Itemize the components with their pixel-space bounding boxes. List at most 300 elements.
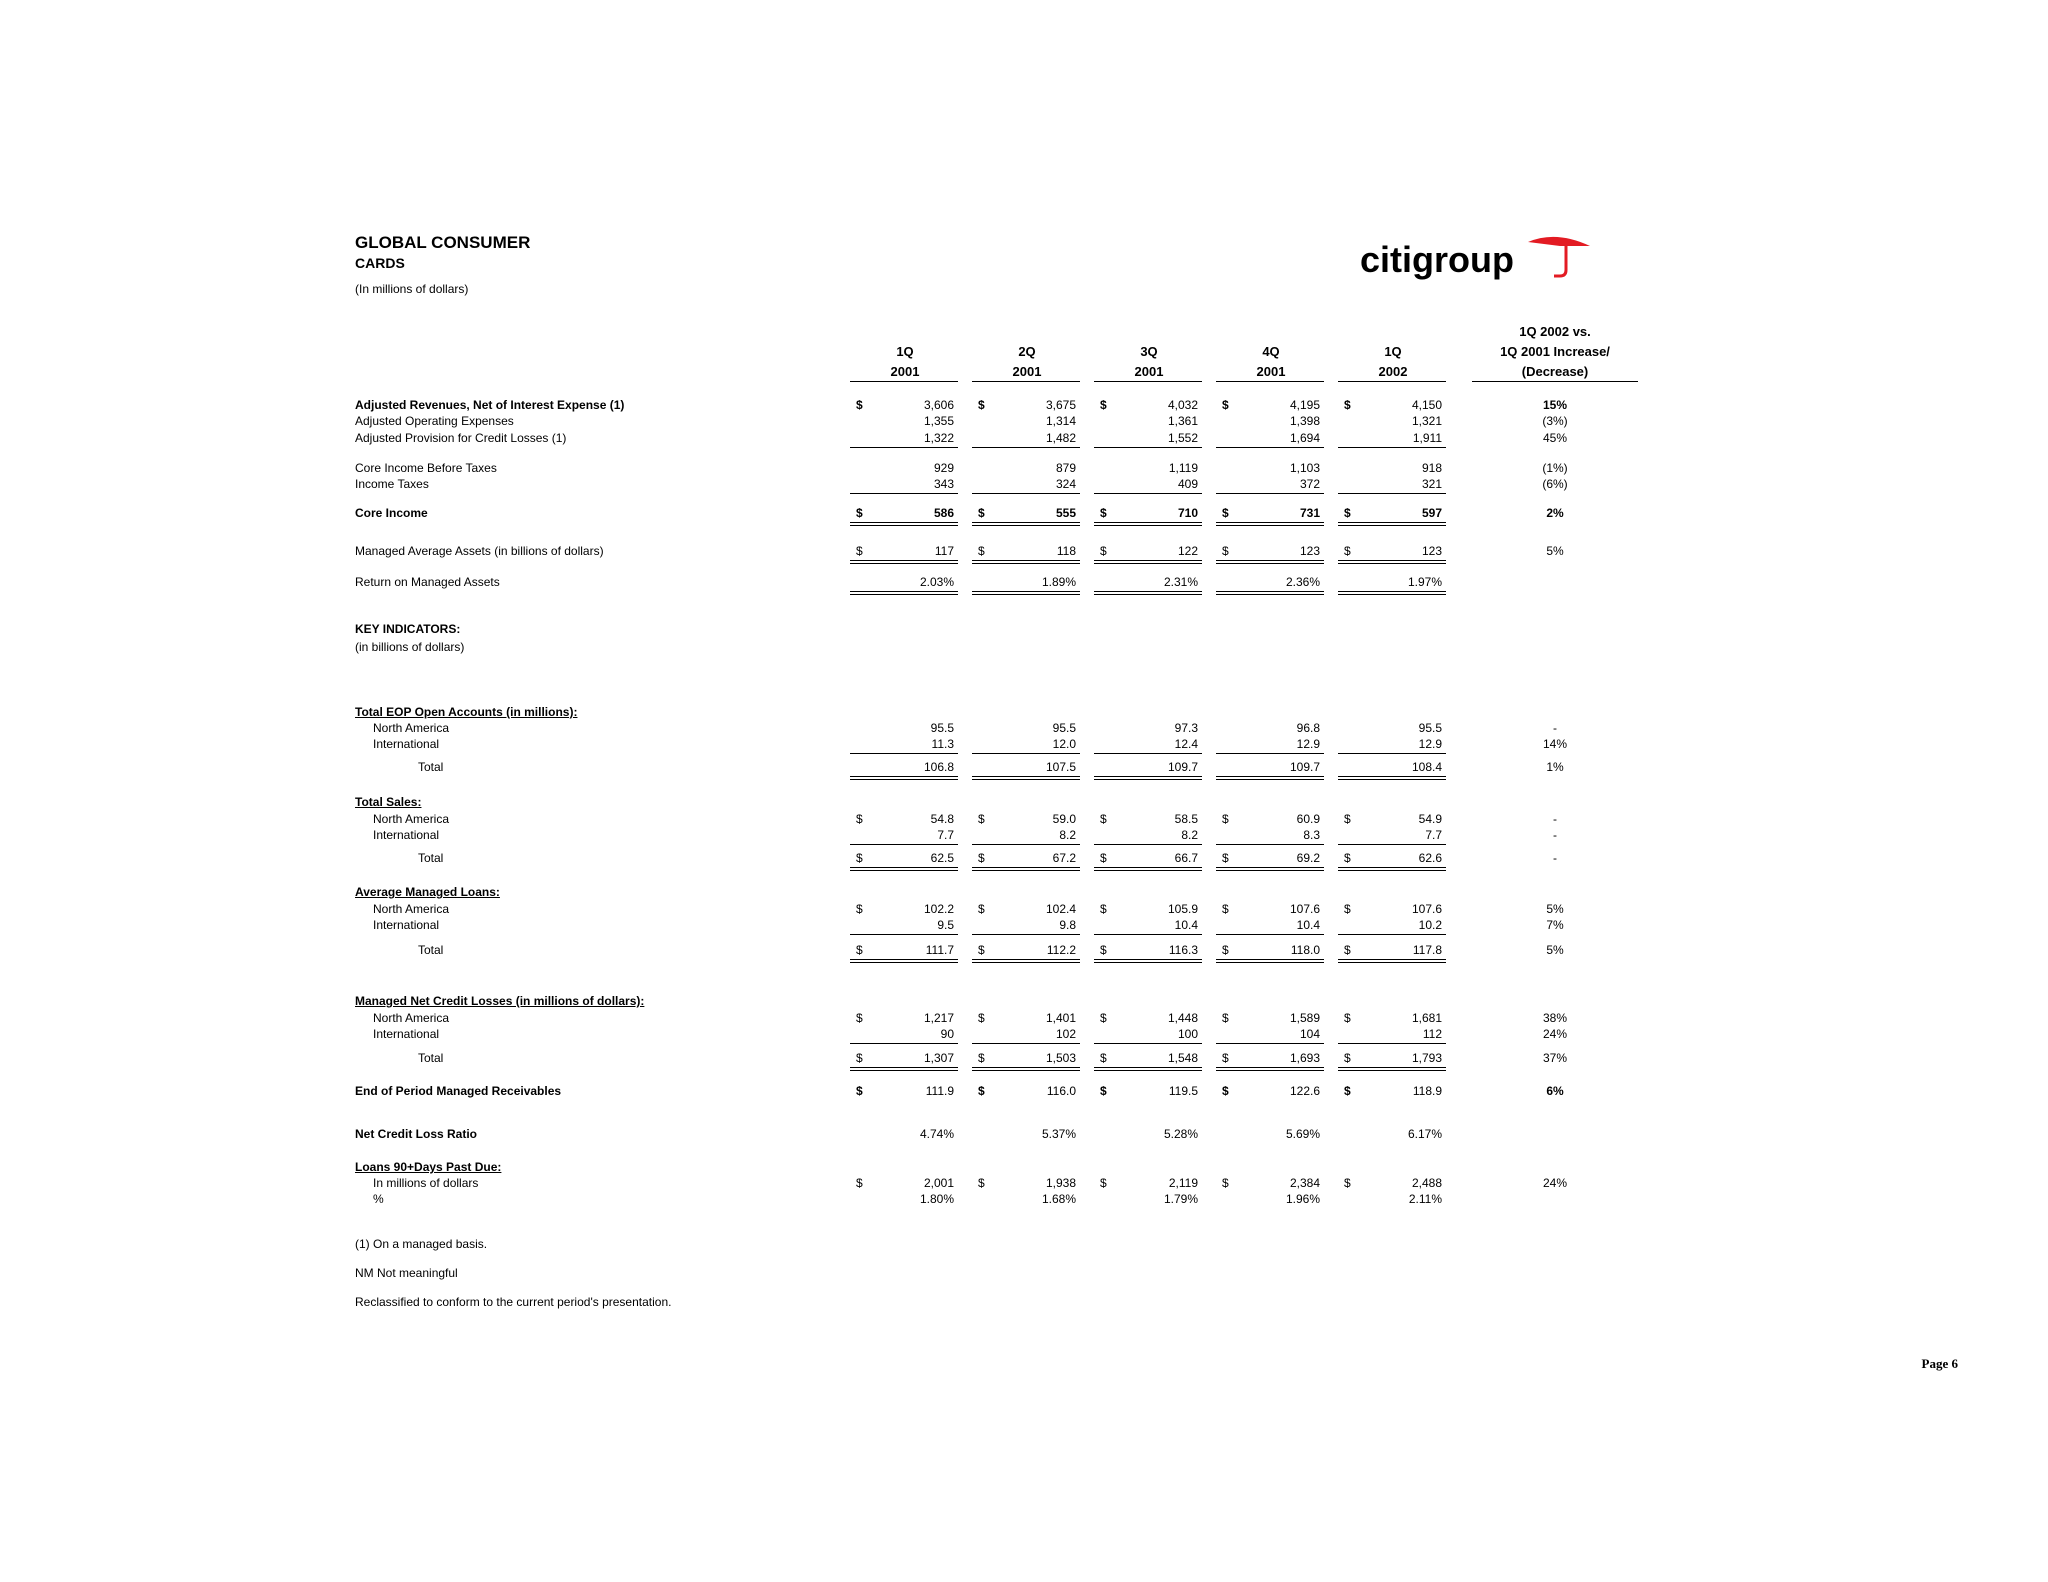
table-cell: 1,548 <box>1167 1051 1198 1065</box>
cell-rule <box>972 1067 1080 1071</box>
change-cell: 6% <box>1546 1084 1564 1098</box>
cell-rule <box>1094 1067 1202 1071</box>
table-cell: 95.5 <box>1052 721 1076 735</box>
table-cell: 409 <box>1177 477 1198 491</box>
dollar-sign: $ <box>856 943 863 957</box>
citigroup-logo <box>1360 236 1600 280</box>
table-cell: 108.4 <box>1411 760 1442 774</box>
row-label: Loans 90+Days Past Due: <box>355 1160 502 1174</box>
row-label: Adjusted Revenues, Net of Interest Expense (1) <box>355 398 625 412</box>
dollar-sign: $ <box>856 1176 863 1190</box>
footnote: (1) On a managed basis. <box>355 1237 488 1251</box>
cell-rule <box>1216 1067 1324 1071</box>
table-cell: 122.6 <box>1289 1084 1320 1098</box>
table-cell: 107.6 <box>1411 902 1442 916</box>
dollar-sign: $ <box>856 902 863 916</box>
change-cell: 24% <box>1542 1027 1568 1041</box>
dollar-sign: $ <box>1344 1051 1351 1065</box>
table-cell: 97.3 <box>1174 721 1198 735</box>
table-cell: 118 <box>1056 544 1076 558</box>
change-cell: 5% <box>1546 544 1564 558</box>
column-quarter: 1Q <box>896 344 914 359</box>
row-label: North America <box>373 812 450 826</box>
dollar-sign: $ <box>856 1011 863 1025</box>
dollar-sign: $ <box>856 544 863 558</box>
table-cell: 117 <box>934 544 954 558</box>
table-cell: 1,103 <box>1289 461 1320 475</box>
header-underline <box>1216 381 1324 382</box>
change-cell: (3%) <box>1542 414 1568 428</box>
cell-rule <box>972 522 1080 526</box>
cell-rule <box>972 493 1080 494</box>
dollar-sign: $ <box>1100 851 1107 865</box>
cell-rule <box>1094 753 1202 754</box>
dollar-sign: $ <box>978 1176 985 1190</box>
dollar-sign: $ <box>1344 1011 1351 1025</box>
cell-rule <box>850 959 958 963</box>
dollar-sign: $ <box>1344 812 1351 826</box>
table-cell: 119.5 <box>1168 1084 1198 1098</box>
dollar-sign: $ <box>1344 943 1351 957</box>
cell-rule <box>1094 591 1202 595</box>
table-cell: 2.03% <box>919 575 954 589</box>
table-cell: 102 <box>1055 1027 1076 1041</box>
table-cell: 122 <box>1177 544 1198 558</box>
table-cell: 7.7 <box>937 828 954 842</box>
change-cell: - <box>1553 851 1557 865</box>
cell-rule <box>850 591 958 595</box>
row-label: In millions of dollars <box>373 1176 479 1190</box>
dollar-sign: $ <box>1100 943 1107 957</box>
cell-rule <box>1338 447 1446 448</box>
cell-rule <box>1338 591 1446 595</box>
change-cell: (6%) <box>1542 477 1568 491</box>
table-cell: 58.5 <box>1174 812 1198 826</box>
dollar-sign: $ <box>1222 1011 1229 1025</box>
table-cell: 4,195 <box>1289 398 1320 412</box>
cell-rule <box>1216 867 1324 871</box>
table-cell: 90 <box>940 1027 954 1041</box>
cell-rule <box>1094 776 1202 780</box>
table-cell: 2,488 <box>1411 1176 1442 1190</box>
table-cell: 67.2 <box>1052 851 1076 865</box>
cell-rule <box>850 447 958 448</box>
cell-rule <box>1216 776 1324 780</box>
table-cell: 586 <box>933 506 954 520</box>
row-label: % <box>373 1192 384 1206</box>
dollar-sign: $ <box>1100 544 1107 558</box>
table-cell: 123 <box>1299 544 1320 558</box>
header-underline <box>850 381 958 382</box>
dollar-sign: $ <box>978 398 985 412</box>
cell-rule <box>972 1043 1080 1044</box>
dollar-sign: $ <box>1100 398 1107 412</box>
table-cell: 118.9 <box>1412 1084 1442 1098</box>
table-cell: 7.7 <box>1425 828 1442 842</box>
cell-rule <box>1216 522 1324 526</box>
cell-rule <box>972 959 1080 963</box>
change-header-line: 1Q 2001 Increase/ <box>1500 344 1610 359</box>
table-cell: 95.5 <box>930 721 954 735</box>
table-cell: 95.5 <box>1418 721 1442 735</box>
cell-rule <box>1216 959 1324 963</box>
table-cell: 10.4 <box>1174 918 1198 932</box>
dollar-sign: $ <box>1222 812 1229 826</box>
table-cell: 4,150 <box>1411 398 1442 412</box>
table-cell: 12.9 <box>1418 737 1442 751</box>
row-label: Adjusted Operating Expenses <box>355 414 514 428</box>
change-cell: 14% <box>1542 737 1568 751</box>
table-cell: 102.4 <box>1045 902 1076 916</box>
table-cell: 1.97% <box>1407 575 1442 589</box>
table-cell: 62.5 <box>930 851 954 865</box>
table-cell: 2.11% <box>1408 1192 1442 1206</box>
dollar-sign: $ <box>856 398 863 412</box>
cell-rule <box>850 934 958 935</box>
table-cell: 117.8 <box>1412 943 1442 957</box>
column-quarter: 1Q <box>1384 344 1402 359</box>
cell-rule <box>1094 844 1202 845</box>
page-title: GLOBAL CONSUMER <box>355 233 531 252</box>
table-cell: 111.7 <box>925 943 954 957</box>
table-cell: 2.31% <box>1163 575 1198 589</box>
change-cell: (1%) <box>1542 461 1568 475</box>
table-cell: 1,911 <box>1412 431 1442 445</box>
dollar-sign: $ <box>1222 943 1229 957</box>
logo-arc-icon <box>1528 237 1590 246</box>
table-cell: 2.36% <box>1285 575 1320 589</box>
dollar-sign: $ <box>1222 851 1229 865</box>
dollar-sign: $ <box>1222 398 1229 412</box>
table-cell: 116.3 <box>1168 943 1198 957</box>
table-cell: 2,384 <box>1289 1176 1320 1190</box>
row-label: Total <box>418 943 444 957</box>
change-cell: 2% <box>1546 506 1564 520</box>
cell-rule <box>1094 867 1202 871</box>
cell-rule <box>850 493 958 494</box>
footnote: Reclassified to conform to the current period's presentation. <box>355 1295 672 1309</box>
dollar-sign: $ <box>1344 1176 1351 1190</box>
table-cell: 372 <box>1299 477 1320 491</box>
table-cell: 12.4 <box>1174 737 1198 751</box>
table-cell: 1,448 <box>1167 1011 1198 1025</box>
table-cell: 2,001 <box>923 1176 954 1190</box>
dollar-sign: $ <box>1100 812 1107 826</box>
table-cell: 12.9 <box>1296 737 1320 751</box>
table-cell: 710 <box>1177 506 1198 520</box>
table-cell: 731 <box>1299 506 1320 520</box>
table-cell: 6.17% <box>1407 1127 1442 1141</box>
row-label: International <box>373 828 440 842</box>
change-cell: 5% <box>1546 943 1564 957</box>
row-label: North America <box>373 902 450 916</box>
column-year: 2001 <box>1134 364 1164 379</box>
cell-rule <box>1094 959 1202 963</box>
table-cell: 1,503 <box>1045 1051 1076 1065</box>
table-cell: 107.6 <box>1289 902 1320 916</box>
table-cell: 1,694 <box>1289 431 1320 445</box>
table-cell: 1.79% <box>1163 1192 1198 1206</box>
cell-rule <box>850 776 958 780</box>
header-underline <box>972 381 1080 382</box>
dollar-sign: $ <box>856 506 863 520</box>
change-cell: 1% <box>1546 760 1564 774</box>
table-cell: 106.8 <box>923 760 954 774</box>
cell-rule <box>972 753 1080 754</box>
cell-rule <box>1216 493 1324 494</box>
change-cell: 5% <box>1546 902 1564 916</box>
table-cell: 5.37% <box>1041 1127 1076 1141</box>
table-cell: 343 <box>933 477 954 491</box>
cell-rule <box>1216 1043 1324 1044</box>
column-year: 2001 <box>890 364 920 379</box>
row-label: Income Taxes <box>355 477 429 491</box>
table-cell: 112.2 <box>1046 943 1076 957</box>
column-header <box>1236 342 1306 382</box>
table-cell: 555 <box>1055 506 1076 520</box>
cell-rule <box>1338 1043 1446 1044</box>
table-cell: 54.9 <box>1418 812 1442 826</box>
table-cell: 96.8 <box>1296 721 1320 735</box>
row-label: Average Managed Loans: <box>355 885 500 899</box>
cell-rule <box>1338 867 1446 871</box>
table-cell: 10.2 <box>1418 918 1442 932</box>
change-cell: 45% <box>1542 431 1568 445</box>
table-cell: 111.9 <box>925 1084 954 1098</box>
cell-rule <box>1338 753 1446 754</box>
dollar-sign: $ <box>1100 1051 1107 1065</box>
cell-rule <box>1338 844 1446 845</box>
column-header <box>992 342 1062 382</box>
table-cell: 1.96% <box>1285 1192 1320 1206</box>
table-cell: 1,693 <box>1289 1051 1320 1065</box>
row-label: Total <box>418 760 444 774</box>
table-cell: 10.4 <box>1296 918 1320 932</box>
cell-rule <box>972 934 1080 935</box>
dollar-sign: $ <box>1344 1084 1351 1098</box>
column-quarter: 4Q <box>1262 344 1280 359</box>
table-cell: 3,606 <box>923 398 954 412</box>
row-label: International <box>373 737 440 751</box>
cell-rule <box>1338 560 1446 564</box>
dollar-sign: $ <box>856 1051 863 1065</box>
table-cell: 321 <box>1421 477 1442 491</box>
dollar-sign: $ <box>1222 544 1229 558</box>
dollar-sign: $ <box>1100 1084 1107 1098</box>
table-cell: 12.0 <box>1052 737 1076 751</box>
table-cell: 1.80% <box>919 1192 954 1206</box>
table-cell: 879 <box>1055 461 1076 475</box>
change-header-line: 1Q 2002 vs. <box>1519 324 1591 339</box>
dollar-sign: $ <box>1344 851 1351 865</box>
cell-rule <box>1338 1067 1446 1071</box>
table-cell: 1,321 <box>1411 414 1442 428</box>
header-underline <box>1338 381 1446 382</box>
row-label: Net Credit Loss Ratio <box>355 1127 478 1141</box>
row-label: North America <box>373 721 450 735</box>
dollar-sign: $ <box>1222 1176 1229 1190</box>
dollar-sign: $ <box>978 1051 985 1065</box>
dollar-sign: $ <box>1344 544 1351 558</box>
header-underline <box>1094 381 1202 382</box>
cell-rule <box>1094 1043 1202 1044</box>
dollar-sign: $ <box>1222 902 1229 916</box>
cell-rule <box>1338 959 1446 963</box>
table-cell: 8.3 <box>1303 828 1320 842</box>
row-label: International <box>373 918 440 932</box>
row-label: Total Sales: <box>355 795 422 809</box>
table-cell: 1,589 <box>1289 1011 1320 1025</box>
table-cell: 1,793 <box>1411 1051 1442 1065</box>
row-label: Managed Average Assets (in billions of dollars) <box>355 544 604 558</box>
units-note: (In millions of dollars) <box>355 282 469 296</box>
table-cell: 324 <box>1055 477 1076 491</box>
column-quarter: 3Q <box>1140 344 1158 359</box>
dollar-sign: $ <box>1344 902 1351 916</box>
row-label: End of Period Managed Receivables <box>355 1084 562 1098</box>
table-cell: 1,355 <box>923 414 954 428</box>
dollar-sign: $ <box>856 851 863 865</box>
change-column-header <box>1455 322 1655 382</box>
column-quarter: 2Q <box>1018 344 1036 359</box>
cell-rule <box>1216 934 1324 935</box>
logo-text: citigroup <box>1360 239 1514 280</box>
table-cell: 1,482 <box>1045 431 1076 445</box>
change-cell: 24% <box>1542 1176 1568 1190</box>
row-label: Core Income <box>355 506 428 520</box>
dollar-sign: $ <box>1100 1011 1107 1025</box>
cell-rule <box>850 844 958 845</box>
table-cell: 123 <box>1421 544 1442 558</box>
change-cell: 15% <box>1542 398 1568 412</box>
change-cell: - <box>1553 828 1557 842</box>
table-cell: 1,361 <box>1167 414 1198 428</box>
cell-rule <box>1338 934 1446 935</box>
table-cell: 1,401 <box>1045 1011 1076 1025</box>
table-cell: 8.2 <box>1059 828 1076 842</box>
cell-rule <box>1216 844 1324 845</box>
table-cell: 5.28% <box>1163 1127 1198 1141</box>
change-cell: 38% <box>1542 1011 1568 1025</box>
change-cell: 7% <box>1546 918 1564 932</box>
logo-handle-icon <box>1554 245 1566 276</box>
cell-rule <box>1338 522 1446 526</box>
cell-rule <box>1094 493 1202 494</box>
cell-rule <box>850 867 958 871</box>
table-cell: 109.7 <box>1167 760 1198 774</box>
table-cell: 4,032 <box>1167 398 1198 412</box>
column-year: 2001 <box>1012 364 1042 379</box>
cell-rule <box>972 591 1080 595</box>
table-cell: 1,314 <box>1045 414 1076 428</box>
table-cell: 100 <box>1177 1027 1198 1041</box>
dollar-sign: $ <box>856 812 863 826</box>
column-header <box>1114 342 1184 382</box>
dollar-sign: $ <box>978 1084 985 1098</box>
dollar-sign: $ <box>978 1011 985 1025</box>
page-subtitle: CARDS <box>355 255 405 271</box>
table-cell: 109.7 <box>1289 760 1320 774</box>
table-cell: 102.2 <box>923 902 954 916</box>
table-cell: 112 <box>1422 1027 1442 1041</box>
table-cell: 1.89% <box>1041 575 1076 589</box>
cell-rule <box>1094 560 1202 564</box>
dollar-sign: $ <box>1344 398 1351 412</box>
dollar-sign: $ <box>978 902 985 916</box>
table-cell: 8.2 <box>1181 828 1198 842</box>
cell-rule <box>972 844 1080 845</box>
table-cell: 929 <box>933 461 954 475</box>
dollar-sign: $ <box>1222 506 1229 520</box>
row-label: International <box>373 1027 440 1041</box>
table-cell: 11.3 <box>931 737 954 751</box>
cell-rule <box>850 1043 958 1044</box>
table-cell: 1,398 <box>1289 414 1320 428</box>
change-cell: - <box>1553 721 1557 735</box>
table-cell: 1,322 <box>923 431 954 445</box>
column-header <box>1358 342 1428 382</box>
dollar-sign: $ <box>1100 506 1107 520</box>
table-cell: 69.2 <box>1296 851 1320 865</box>
table-cell: 9.5 <box>937 918 954 932</box>
cell-rule <box>972 447 1080 448</box>
dollar-sign: $ <box>1344 506 1351 520</box>
cell-rule <box>1094 934 1202 935</box>
cell-rule <box>1094 522 1202 526</box>
table-cell: 1,552 <box>1167 431 1198 445</box>
table-cell: 60.9 <box>1296 812 1320 826</box>
cell-rule <box>850 560 958 564</box>
dollar-sign: $ <box>1100 1176 1107 1190</box>
row-label: Core Income Before Taxes <box>355 461 497 475</box>
header-underline <box>1472 381 1638 382</box>
table-cell: 62.6 <box>1418 851 1442 865</box>
table-cell: 59.0 <box>1052 812 1076 826</box>
table-cell: 66.7 <box>1174 851 1198 865</box>
table-cell: 1.68% <box>1041 1192 1076 1206</box>
column-year: 2001 <box>1256 364 1286 379</box>
row-label: Managed Net Credit Losses (in millions of dollars): <box>355 994 645 1008</box>
table-cell: 5.69% <box>1285 1127 1320 1141</box>
table-cell: 1,217 <box>923 1011 954 1025</box>
dollar-sign: $ <box>1222 1084 1229 1098</box>
table-cell: 1,119 <box>1168 461 1198 475</box>
cell-rule <box>1216 447 1324 448</box>
row-label: Return on Managed Assets <box>355 575 500 589</box>
cell-rule <box>1338 776 1446 780</box>
dollar-sign: $ <box>978 851 985 865</box>
dollar-sign: $ <box>1222 1051 1229 1065</box>
page-number: Page 6 <box>1921 1356 1958 1371</box>
row-label: North America <box>373 1011 450 1025</box>
cell-rule <box>1216 560 1324 564</box>
change-header-line: (Decrease) <box>1521 364 1589 379</box>
cell-rule <box>850 1067 958 1071</box>
change-cell: 37% <box>1542 1051 1568 1065</box>
row-label: KEY INDICATORS: <box>355 622 461 636</box>
cell-rule <box>972 776 1080 780</box>
cell-rule <box>850 522 958 526</box>
cell-rule <box>1216 753 1324 754</box>
table-cell: 3,675 <box>1045 398 1076 412</box>
table-cell: 597 <box>1421 506 1442 520</box>
cell-rule <box>972 867 1080 871</box>
table-cell: 9.8 <box>1059 918 1076 932</box>
table-cell: 1,307 <box>923 1051 954 1065</box>
table-cell: 116.0 <box>1046 1084 1076 1098</box>
row-label: Total <box>418 851 444 865</box>
table-cell: 4.74% <box>919 1127 954 1141</box>
